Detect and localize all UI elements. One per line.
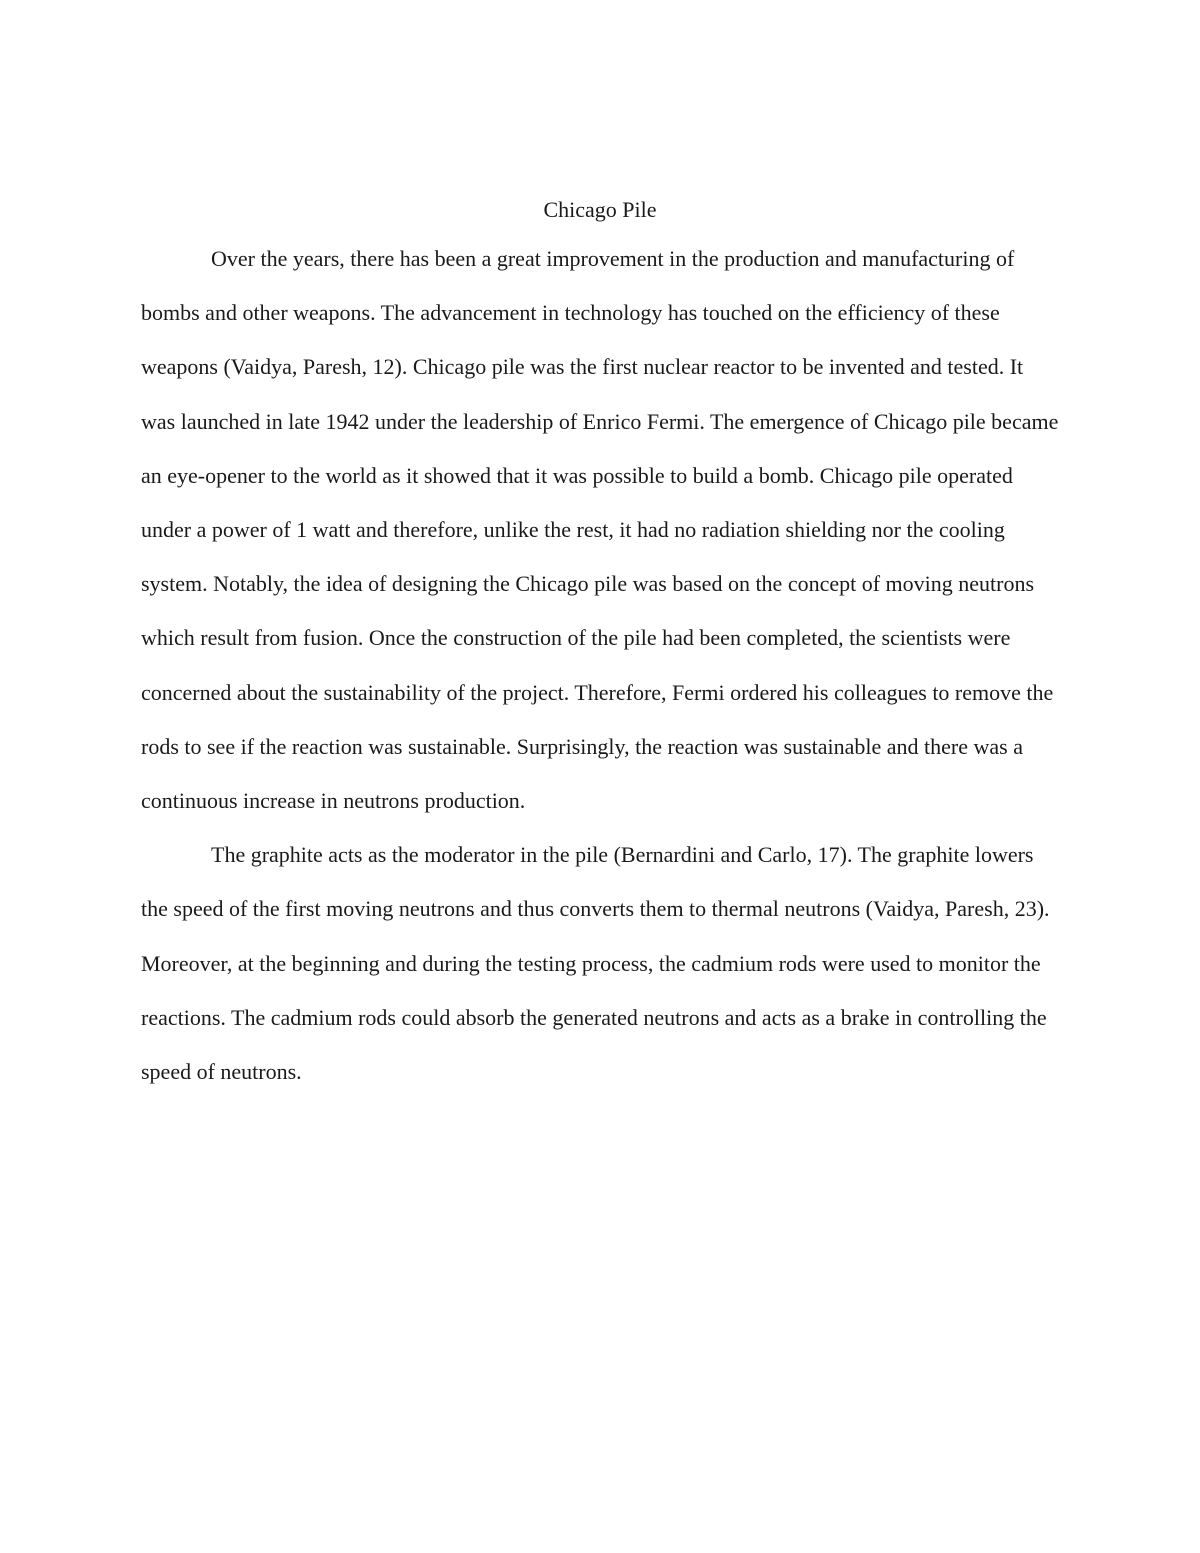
document-title: Chicago Pile [543,197,657,222]
document-body [141,188,1059,1099]
paragraph-1: Over the years, there has been a great improvement in the production and manufacturing of bombs and other weapons. The advancement in technology has touched on the efficiency of these weapons (Vaidya, Paresh, 12). Chicago pile was the first nuclear reactor to be invented and tested. It was launched in late 1942 under the leadership of Enrico Fermi. The emergence of Chicago pile became an eye-opener to the world as it showed that it was possible to build a bomb. Chicago pile operated under a power of 1 watt and therefore, unlike the rest, it had no radiation shielding nor the cooling system. Notably, the idea of designing the Chicago pile was based on the concept of moving neutrons which result from fusion. Once the construction of the pile had been completed, the scientists were concerned about the sustainability of the project. Therefore, Fermi ordered his colleagues to remove the rods to see if the reaction was sustainable. Surprisingly, the reaction was sustainable and there was a continuous increase in neutrons production. [141,246,1059,814]
paragraph-2: The graphite acts as the moderator in the pile (Bernardini and Carlo, 17). The graphite lowers the speed of the first moving neutrons and thus converts them to thermal neutrons (Vaidya, Paresh, 23). Moreover, at the beginning and during the testing process, the cadmium rods were used to monitor the reactions. The cadmium rods could absorb the generated neutrons and acts as a brake in controlling the speed of neutrons. [141,842,1050,1085]
